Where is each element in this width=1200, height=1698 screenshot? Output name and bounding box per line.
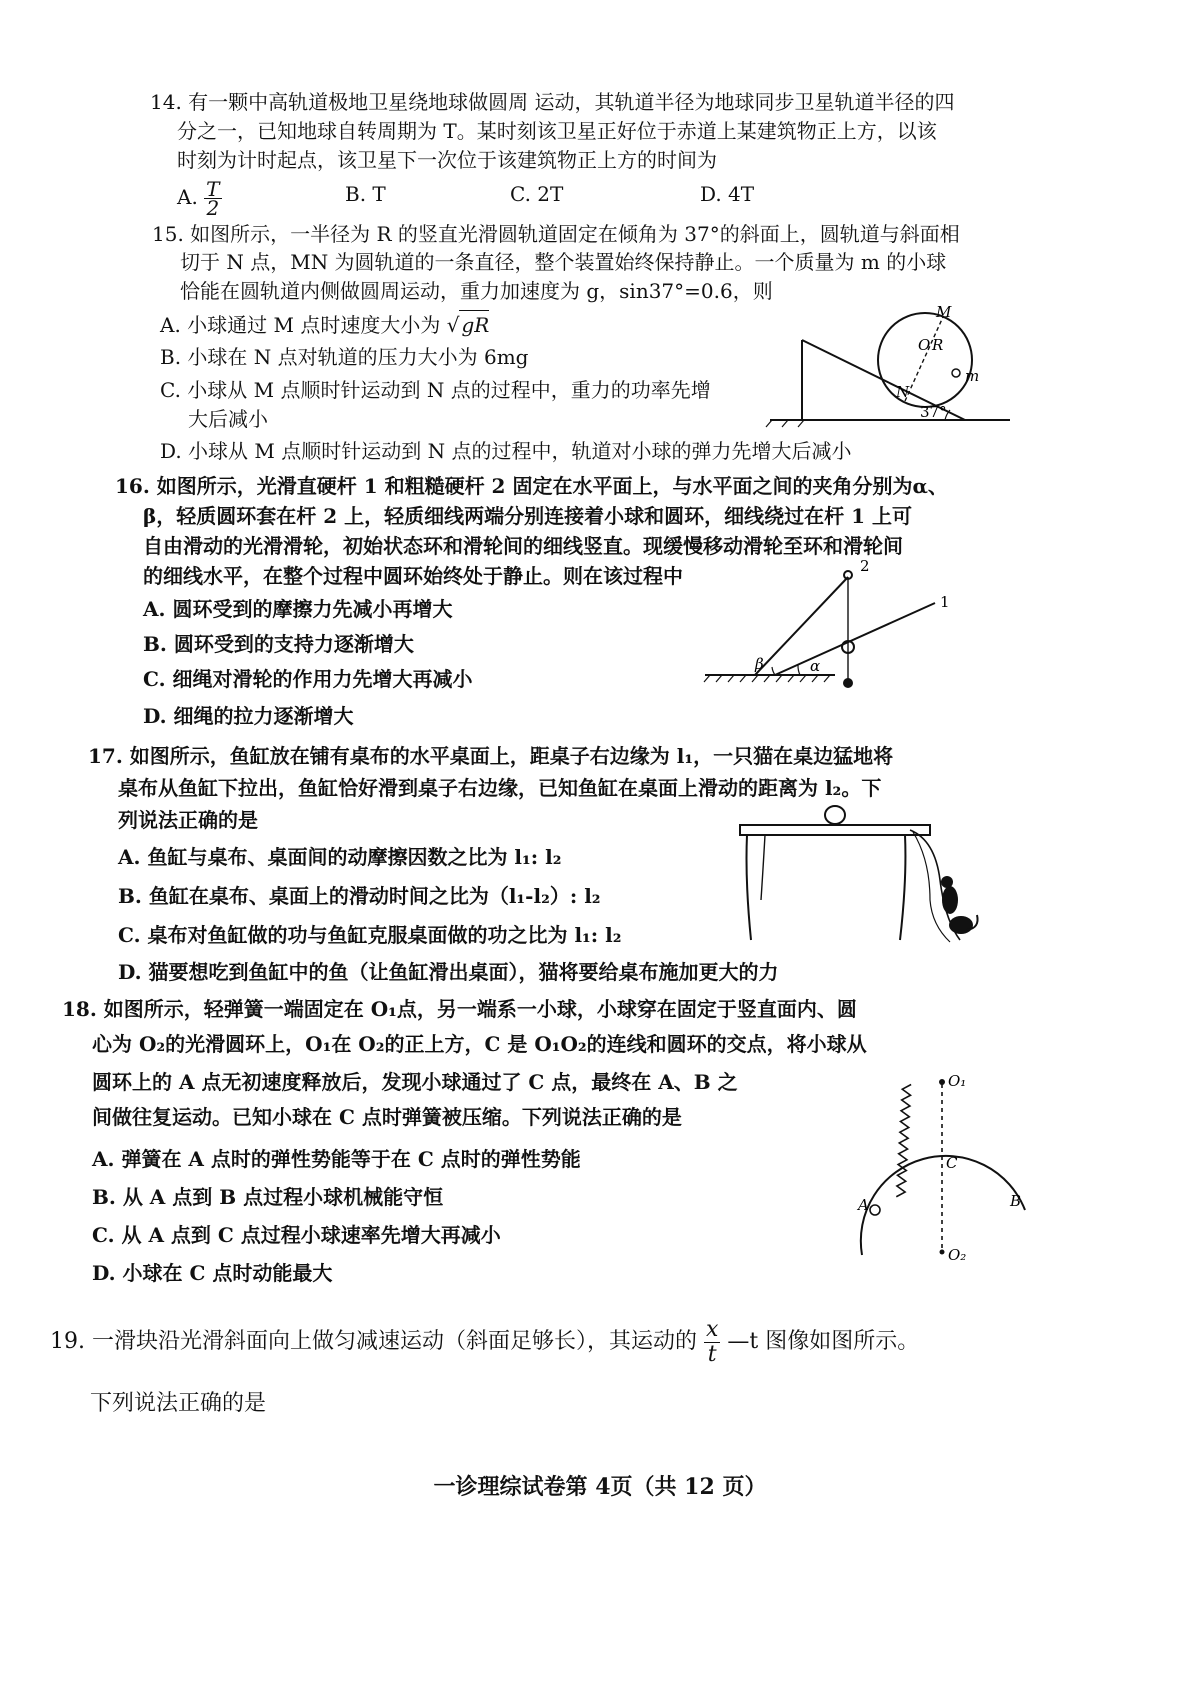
q15-line-3: 恰能在圆轨道内侧做圆周运动，重力加速度为 g，sin37°=0.6，则 <box>180 279 773 303</box>
q17-option-d: D. 猫要想吃到鱼缸中的鱼（让鱼缸滑出桌面），猫将要给桌布施加更大的力 <box>118 960 779 984</box>
q14-option-a-fraction <box>204 177 221 220</box>
q18-option-d: D. 小球在 C 点时动能最大 <box>92 1261 333 1285</box>
q18-option-b: B. 从 A 点到 B 点过程小球机械能守恒 <box>92 1185 444 1209</box>
q18-option-c: C. 从 A 点到 C 点过程小球速率先增大再减小 <box>92 1223 501 1247</box>
q19-line-1 <box>50 1312 919 1372</box>
q17-table-top <box>740 825 930 835</box>
q19-fraction-numerator: x <box>705 1316 719 1342</box>
q16-rod-1 <box>775 603 935 675</box>
q16-label-rod-2: 2 <box>860 557 870 575</box>
q15-option-a-sqrt: gR <box>459 310 489 339</box>
q15-option-a-text: A. 小球通过 M 点时速度大小为 <box>160 313 441 337</box>
q17-option-c: C. 桌布对鱼缸做的功与鱼缸克服桌面做的功之比为 l₁: l₂ <box>118 923 622 947</box>
q16-label-alpha: α <box>810 657 821 675</box>
q16-figure <box>700 555 960 695</box>
q15-circular-track <box>878 313 972 407</box>
q15-label-r: R <box>932 336 944 354</box>
q16-line-4: 的细线水平，在整个过程中圆环始终处于静止。则在该过程中 <box>143 564 683 588</box>
q14-option-a-numerator: T <box>206 177 220 201</box>
q16-ball <box>843 678 853 688</box>
q18-line-1: 18. 如图所示，轻弹簧一端固定在 O₁点，另一端系一小球，小球穿在固定于竖直面内、圆 <box>62 997 857 1021</box>
q15-option-a: A. 小球通过 M 点时速度大小为 √ gR <box>160 310 489 339</box>
q17-table-leg-right <box>900 835 905 940</box>
q17-line-1: 17. 如图所示，鱼缸放在铺有桌布的水平桌面上，距桌子右边缘为 l₁，一只猫在桌边猛地将 <box>88 744 894 768</box>
q17-cat-icon <box>941 876 978 934</box>
q16-label-rod-1: 1 <box>940 593 950 611</box>
page-footer: 一诊理综试卷第 4页（共 12 页） <box>433 1474 767 1500</box>
q15-diameter-mn <box>905 317 943 401</box>
q16-option-c: C. 细绳对滑轮的作用力先增大再减小 <box>143 667 473 691</box>
q15-line-1: 15. 如图所示，一半径为 R 的竖直光滑圆轨道固定在倾角为 37°的斜面上，圆轨道与斜面相 <box>152 222 960 246</box>
q18-label-c: C <box>946 1154 958 1172</box>
q18-spring <box>860 1082 947 1199</box>
q19-fraction <box>704 1318 720 1367</box>
q16-option-b: B. 圆环受到的支持力逐渐增大 <box>143 632 414 656</box>
q18-label-o2: O₂ <box>948 1246 967 1264</box>
q14-line-2: 分之一，已知地球自转周期为 T。某时刻该卫星正好位于赤道上某建筑物正上方，以该 <box>177 119 937 143</box>
q18-label-a: A <box>858 1196 869 1214</box>
q17-option-b: B. 鱼缸在桌布、桌面上的滑动时间之比为（l₁-l₂）: l₂ <box>118 884 601 908</box>
q15-label-angle: 37° <box>920 403 947 421</box>
q15-label-o: O <box>918 336 931 354</box>
q18-label-b: B <box>1010 1192 1022 1210</box>
q17-figure <box>735 800 985 950</box>
q18-line-2: 心为 O₂的光滑圆环上，O₁在 O₂的正上方，C 是 O₁O₂的连线和圆环的交点，将小球从 <box>92 1032 867 1056</box>
q15-option-c-line-1: C. 小球从 M 点顺时针运动到 N 点的过程中，重力的功率先增 <box>160 378 711 402</box>
q19-line-1-tail: —t 图像如图所示。 <box>727 1329 920 1354</box>
q14-option-a-label: A. <box>177 185 198 209</box>
q18-line-3: 圆环上的 A 点无初速度释放后，发现小球通过了 C 点，最终在 A、B 之 <box>92 1070 738 1094</box>
q14-option-b: B. T <box>345 182 386 206</box>
q18-point-o2 <box>940 1250 945 1255</box>
q18-circular-ring <box>861 1156 1025 1255</box>
q18-point-o1 <box>939 1079 945 1085</box>
q17-line-3: 列说法正确的是 <box>118 808 258 832</box>
q18-option-a: A. 弹簧在 A 点时的弹性势能等于在 C 点时的弹性势能 <box>92 1147 581 1171</box>
q17-table-leg-left <box>747 835 752 940</box>
q17-fish-tank <box>825 806 845 824</box>
q15-line-2: 切于 N 点，MN 为圆轨道的一条直径，整个装置始终保持静止。一个质量为 m 的小球 <box>180 250 947 274</box>
q19-fraction-denominator: t <box>707 1341 717 1367</box>
q15-figure <box>760 305 1020 435</box>
q14-option-d: D. 4T <box>700 182 755 206</box>
q16-option-a: A. 圆环受到的摩擦力先减小再增大 <box>143 597 453 621</box>
q18-label-o1: O₁ <box>948 1072 967 1090</box>
q14-option-a <box>177 177 222 220</box>
q19-line-2: 下列说法正确的是 <box>90 1391 267 1416</box>
q15-ball <box>952 369 960 377</box>
q17-option-a: A. 鱼缸与桌布、桌面间的动摩擦因数之比为 l₁: l₂ <box>118 845 562 869</box>
q16-option-d: D. 细绳的拉力逐渐增大 <box>143 704 354 728</box>
q14-option-a-denominator: 2 <box>206 196 220 220</box>
q19-line-1-text: 19. 一滑块沿光滑斜面向上做匀减速运动（斜面足够长），其运动的 <box>50 1329 697 1354</box>
q14-line-1: 14. 有一颗中高轨道极地卫星绕地球做圆周 运动，其轨道半径为地球同步卫星轨道半径的四 <box>150 90 955 114</box>
q15-option-c-line-2: 大后减小 <box>188 407 268 431</box>
q18-line-4: 间做往复运动。已知小球在 C 点时弹簧被压缩。下列说法正确的是 <box>92 1105 682 1129</box>
q16-label-beta: β <box>755 655 764 673</box>
q15-label-n: N <box>896 383 910 401</box>
q14-line-3: 时刻为计时起点，该卫星下一次位于该建筑物正上方的时间为 <box>177 148 717 172</box>
q16-line-1: 16. 如图所示，光滑直硬杆 1 和粗糙硬杆 2 固定在水平面上，与水平面之间的夹角分别为α、 <box>115 474 948 498</box>
q15-option-d: D. 小球从 M 点顺时针运动到 N 点的过程中，轨道对小球的弹力先增大后减小 <box>160 439 852 463</box>
q17-line-2: 桌布从鱼缸下拉出，鱼缸恰好滑到桌子右边缘，已知鱼缸在桌面上滑动的距离为 l₂。下 <box>118 776 882 800</box>
q15-label-mass: m <box>965 367 980 385</box>
q16-line-2: β，轻质圆环套在杆 2 上，轻质细线两端分别连接着小球和圆环，细线绕过在杆 1 上可 <box>143 504 912 528</box>
q14-option-c: C. 2T <box>510 182 564 206</box>
q15-label-m-point: M <box>936 303 952 321</box>
q15-option-b: B. 小球在 N 点对轨道的压力大小为 6mg <box>160 345 529 369</box>
q18-ball <box>870 1205 880 1215</box>
q18-figure <box>850 1070 1040 1270</box>
q16-rod-2 <box>755 577 848 675</box>
q16-line-3: 自由滑动的光滑滑轮，初始状态环和滑轮间的细线竖直。现缓慢移动滑轮至环和滑轮间 <box>143 534 903 558</box>
